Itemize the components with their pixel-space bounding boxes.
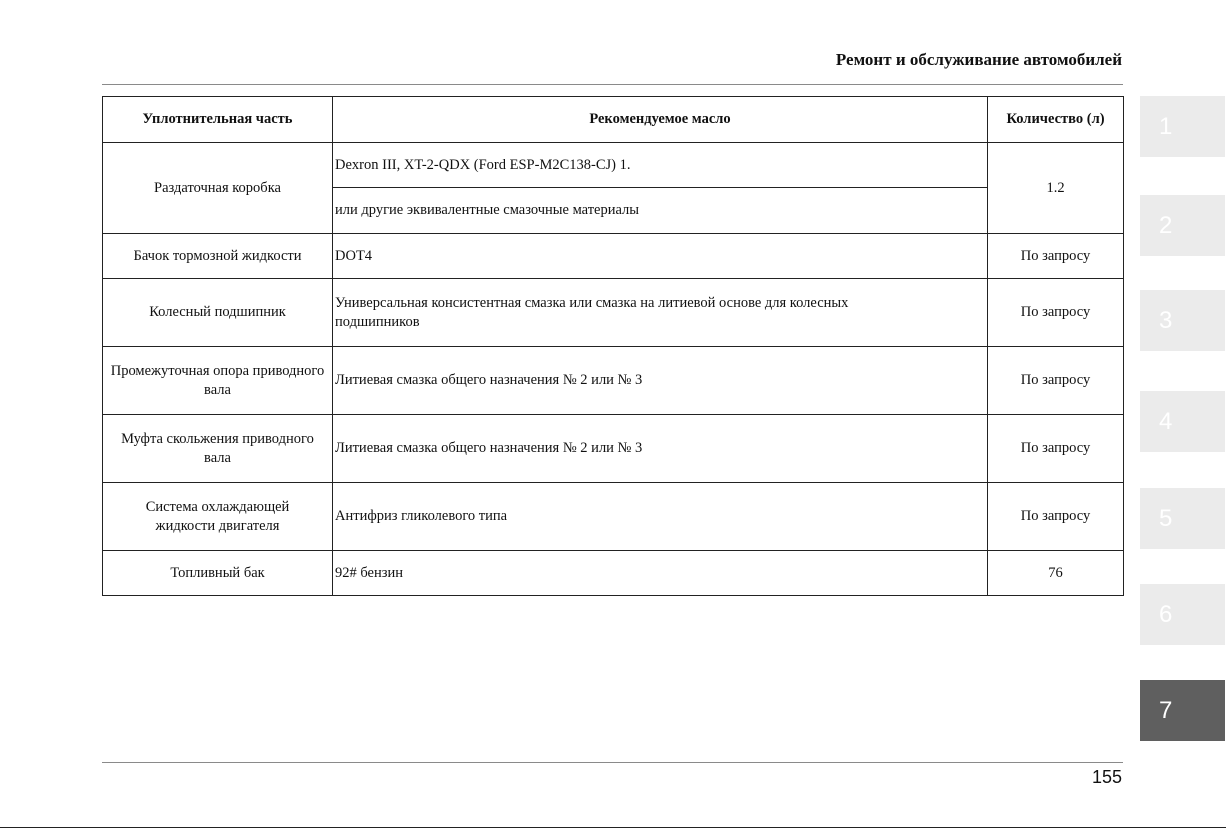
- cell-oil: 92# бензин: [333, 551, 988, 596]
- cell-quantity: 76: [988, 551, 1124, 596]
- cell-quantity: По запросу: [988, 483, 1124, 551]
- table-row: [103, 279, 1124, 347]
- cell-oil: Литиевая смазка общего назначения № 2 или № 3: [333, 415, 988, 483]
- chapter-tab-7[interactable]: 7: [1140, 680, 1225, 741]
- table-row: [103, 415, 1124, 483]
- cell-oil: или другие эквивалентные смазочные материалы: [333, 188, 988, 234]
- table-row: [103, 143, 1124, 188]
- table-row: [103, 234, 1124, 279]
- footer-divider: [102, 762, 1123, 763]
- cell-part: Муфта скольжения приводного вала: [103, 415, 333, 483]
- table-row: [103, 347, 1124, 415]
- cell-part: Раздаточная коробка: [103, 143, 333, 234]
- page-number: 155: [1091, 767, 1122, 787]
- page-bottom-border: [0, 827, 1226, 828]
- cell-oil: Антифриз гликолевого типа: [333, 483, 988, 551]
- cell-part: Колесный подшипник: [103, 279, 333, 347]
- cell-quantity: По запросу: [988, 415, 1124, 483]
- cell-oil: Литиевая смазка общего назначения № 2 или № 3: [333, 347, 988, 415]
- column-header-part: Уплотнительная часть: [103, 97, 333, 143]
- lubricants-table: [102, 96, 1124, 596]
- chapter-tab-3[interactable]: 3: [1140, 290, 1225, 351]
- chapter-tab-1[interactable]: 1: [1140, 96, 1225, 157]
- cell-quantity: По запросу: [988, 347, 1124, 415]
- chapter-tab-5[interactable]: 5: [1140, 488, 1225, 549]
- column-header-quantity: Количество (л): [988, 97, 1124, 143]
- header-divider: [102, 84, 1123, 85]
- cell-quantity: По запросу: [988, 279, 1124, 347]
- cell-oil: DOT4: [333, 234, 988, 279]
- cell-quantity: По запросу: [988, 234, 1124, 279]
- cell-part: Топливный бак: [103, 551, 333, 596]
- table-header-row: [103, 97, 1124, 143]
- cell-part: Бачок тормозной жидкости: [103, 234, 333, 279]
- cell-oil: Универсальная консистентная смазка или смазка на литиевой основе для колесных подшипников: [333, 279, 988, 347]
- cell-part: Промежуточная опора приводного вала: [103, 347, 333, 415]
- page-header-title: Ремонт и обслуживание автомобилей: [835, 50, 1122, 69]
- cell-oil: Dexron III, XT-2-QDX (Ford ESP-M2C138-CJ) 1.: [333, 143, 988, 188]
- cell-part: Система охлаждающей жидкости двигателя: [103, 483, 333, 551]
- cell-quantity: 1.2: [988, 143, 1124, 234]
- chapter-tab-2[interactable]: 2: [1140, 195, 1225, 256]
- chapter-tab-6[interactable]: 6: [1140, 584, 1225, 645]
- chapter-tab-4[interactable]: 4: [1140, 391, 1225, 452]
- table-row: [103, 483, 1124, 551]
- column-header-oil: Рекомендуемое масло: [333, 97, 988, 143]
- table-row: [103, 551, 1124, 596]
